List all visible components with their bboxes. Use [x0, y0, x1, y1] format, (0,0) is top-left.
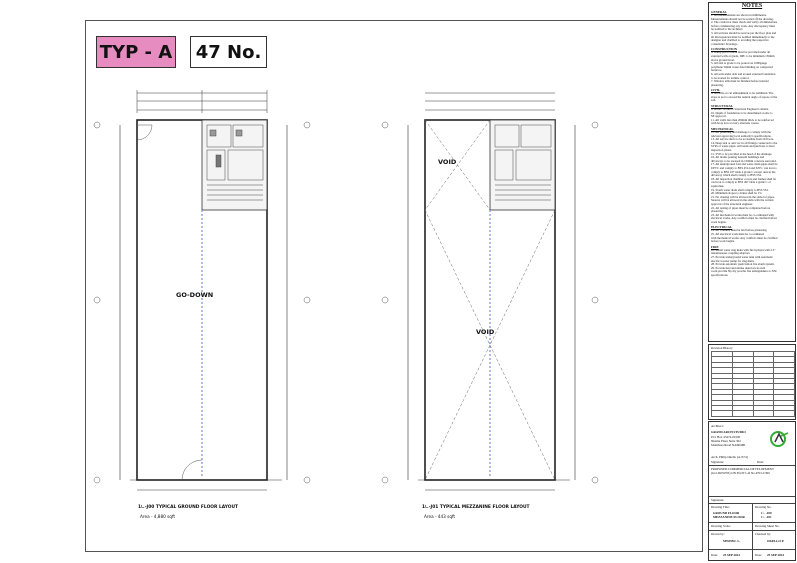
notes-line: 4. Damp proof course must be provided under all	[711, 50, 771, 55]
notes-line: work begins.	[711, 219, 727, 224]
scale-label: Drawing Scale:	[711, 524, 731, 528]
notes-line: be notified to the architect.	[711, 27, 744, 32]
drawing-title-label: Drawing Title:	[711, 505, 730, 509]
notes-line: 28. Provide automatic push button fire alarm system.	[711, 262, 775, 267]
notes-line: 17. All underground foul and waste drain pipes shall be	[711, 162, 778, 167]
firm-addr2: Mombasa Road NAIROBI	[711, 443, 746, 447]
notes-line: all discrepancies must be notified immediately to the	[711, 34, 775, 39]
notes-line: SE approval.	[711, 114, 727, 119]
mezzanine-floor-plan	[380, 85, 600, 505]
notes-line: 9. All RC works to Structural Engineer's details.	[711, 107, 769, 112]
drawing-title-1: GROUND FLOOR	[713, 511, 740, 515]
drawn-by: MWEBU. L.	[723, 539, 741, 543]
notes-line: polythene 50mm waste dust blinding on compacted	[711, 64, 773, 69]
notes-line: slope is not to exceed the natural angle of repose of the	[711, 94, 778, 99]
drawing-no-2: 1∟-J01	[761, 515, 772, 519]
drawing-no-label: Drawing No.	[755, 505, 772, 509]
notes-line: above ground level.	[711, 57, 735, 62]
project-line1: PROPOSED COMMERCIAL DEVELOPMENT	[711, 467, 774, 471]
notes-line: approval of the structural engineer.	[711, 201, 753, 206]
notes-line: 10. Depth of foundation to be determined on site to	[711, 110, 773, 115]
notes-line: comply to BSS 437 table 4 grade C except runs in the	[711, 169, 776, 174]
notes-line: specifications.	[711, 273, 729, 277]
notes-line: 21. No chasing will be allowed in the slabs for pipes.	[711, 194, 775, 199]
notes-line: 20. Minimum slopes to drains shall be 1%.	[711, 191, 763, 196]
notes-line: 23. All mechanical works must be co-ordinated with	[711, 212, 774, 217]
notes-section-heading: CIVIL	[711, 88, 721, 93]
notes-line: 27. Provide underground water tank with automatic	[711, 255, 773, 260]
revision-table	[711, 351, 795, 417]
mezzanine-area: Area - 443 sqft	[424, 514, 456, 519]
notes-line: 22. All testing of pipes must be completed before	[711, 205, 771, 210]
title-block	[708, 421, 796, 561]
notes-panel	[708, 2, 796, 342]
notes-line: 5. All slab at grade to be poured on 1000gauge	[711, 61, 767, 66]
notes-line: Sleeves will be allowed in the slabs with the written	[711, 198, 774, 203]
firm-addr1: Nkama Plaza Suite 302	[711, 439, 741, 443]
drawing-no-1: 1∟-J00	[761, 511, 772, 515]
notes-section-heading: STRUCTURAL	[711, 104, 733, 109]
notes-line: 8. All soils on cut embankment to be stabilized. The	[711, 91, 774, 96]
notes-line: 14. Deep seal or anti vac in all fittings connected to the	[711, 140, 778, 145]
notes-line: 11. All walls less than 200mm thick to be reinforced	[711, 117, 774, 122]
arch-name: Arch. Philip Okello [A1374]	[711, 455, 748, 459]
notes-line: before work begins.	[711, 239, 735, 244]
firm-box: P.O. Box 45474-00100	[711, 435, 741, 439]
notes-line: cast iron to comply to BSS 497 table 4 grade C or	[711, 180, 771, 185]
drawn-label: Drawn by:	[711, 532, 725, 536]
notes-line: 2. The contractor must check and verify all dimensions	[711, 20, 778, 25]
dim-ticks	[137, 90, 267, 113]
sheet-label: Drawing Sheet No.	[755, 524, 780, 528]
notes-line: 18. All inspection chamber covers and frames shall be	[711, 176, 776, 181]
signature2-label: Signature:	[711, 498, 725, 502]
notes-line: 12. All plumbing and drainage to comply with the	[711, 130, 771, 135]
notes-line: 3. All sections should be read as per the floor plan and	[711, 30, 777, 35]
notes-section-heading: ELECTRICAL	[711, 225, 733, 230]
revision-history	[708, 344, 796, 420]
notes-line: with hoop iron at every alternate course.	[711, 121, 760, 126]
mezzanine-core	[490, 120, 555, 210]
date-label: Date:	[757, 460, 764, 464]
notes-section-heading: CONSTRUCTION	[711, 47, 738, 52]
notes-line: plastering.	[711, 209, 724, 214]
notes-line: relevant approving local authority's specifications.	[711, 133, 772, 138]
notes-section-heading: GENERAL	[711, 10, 727, 14]
notes-line: external walls at grade, DPC to be minimum 150mm	[711, 53, 775, 58]
checked-label: Checked by:	[755, 532, 772, 536]
notes-line: soil.	[711, 98, 717, 103]
notes-line: driveways to be encased in 150mm concrete surround.	[711, 158, 777, 163]
notes-line: to be treated for termite control.	[711, 75, 750, 80]
notes-line: UPVC and comply to BSS 4514 and 3255 / can iron to	[711, 165, 777, 170]
notes-line: 26. Install water ring main with fire hydrant with 2.5"	[711, 247, 776, 252]
notes-line: 13. All service ducts to be accessible from all floors.	[711, 137, 774, 142]
notes-line: hardcore.	[711, 68, 723, 73]
ground-caption: 1∟-J00 TYPICAL GROUND FLOOR LAYOUT	[138, 505, 239, 510]
date2-value: 25 SEP 2024	[767, 553, 784, 557]
ground-area: Area - 4,880 sqft	[140, 514, 176, 519]
project-line2: (GO-DOWNS) ON PLOT L.R No.P/9/12/390	[711, 471, 770, 475]
checked-by: OKELLO P.	[767, 539, 785, 543]
godown-label: GO-DOWN	[176, 291, 214, 299]
firm-name: GRAND ARCH STUDIO	[711, 430, 746, 434]
type-tag: TYP - A	[96, 36, 176, 68]
date2-label: Date:	[755, 553, 762, 557]
drawing-title-2: MEZZANINE FLOOR	[713, 515, 745, 519]
revision-title: Revision History	[711, 346, 733, 350]
notes-line: driveway which shall comply to BSS 534.	[711, 173, 762, 178]
signature-label: Signature:	[711, 460, 725, 464]
count-tag: 47 No.	[190, 36, 267, 68]
notes-line: SVPs or waste pipes. All bends and junctions to have	[711, 144, 775, 149]
void-top-label: VOID	[438, 158, 457, 166]
notes-line: 25. All electrical work must be co-ordinated	[711, 232, 764, 237]
notes-line: Measurements should not be scaled off the drawing.	[711, 16, 774, 21]
notes-line: consultants' drawings.	[711, 41, 738, 46]
notes-line: room provide Np dry powder fire extinguishers to NSI	[711, 269, 777, 274]
notes-line: 7. Window sills must be finished before internal	[711, 79, 769, 84]
notes-line: designer and clarified to avoiding the respective	[711, 38, 769, 43]
notes-line: instantaneous coupling adaptors.	[711, 251, 751, 256]
notes-line: 19. Storm water drain shall comply to BSS 534.	[711, 187, 769, 192]
notes-line: plastering.	[711, 82, 724, 87]
notes-line: 6. All soils under slab and around external foundation	[711, 71, 776, 76]
architect-label: Architect:	[711, 424, 724, 428]
notes-line: before commencing any work. Any discrepancy must	[711, 23, 776, 28]
notes-line: with mechanical works. Any conflicts must be clarified	[711, 235, 778, 240]
notes-section-heading: MECHANICAL	[711, 127, 734, 132]
entry-doors	[137, 125, 202, 480]
date1-value: 25 SEP 2024	[723, 553, 740, 557]
notes-line: 15. SVP to be provided at the head of the drainage.	[711, 151, 773, 156]
notes-line: electric booster pump for ring main.	[711, 258, 755, 263]
notes-line: equivalent.	[711, 183, 725, 188]
notes-line: electrical works. Any conflicts must be clarified before	[711, 216, 777, 221]
notes-line: 16. All drains passing beneath buildings and	[711, 155, 765, 160]
date1-label: Date:	[711, 553, 718, 557]
notes-line: inspection plates.	[711, 148, 732, 152]
notes-section-heading: FIRE	[711, 244, 719, 249]
notes-title: NOTES	[741, 3, 763, 9]
mezzanine-caption: 1∟-J01 TYPICAL MEZZANINE FLOOR LAYOUT	[422, 505, 530, 510]
void-main-label: VOID	[476, 328, 495, 336]
notes-line: 1. All measurements are shown in millimeters.	[711, 13, 767, 17]
firm-logo-icon	[769, 430, 789, 448]
notes-line: 24. All conduits must be laid before plastering.	[711, 228, 768, 233]
notes-line: 29. Provide heat and smoke detectors in each	[711, 265, 766, 270]
